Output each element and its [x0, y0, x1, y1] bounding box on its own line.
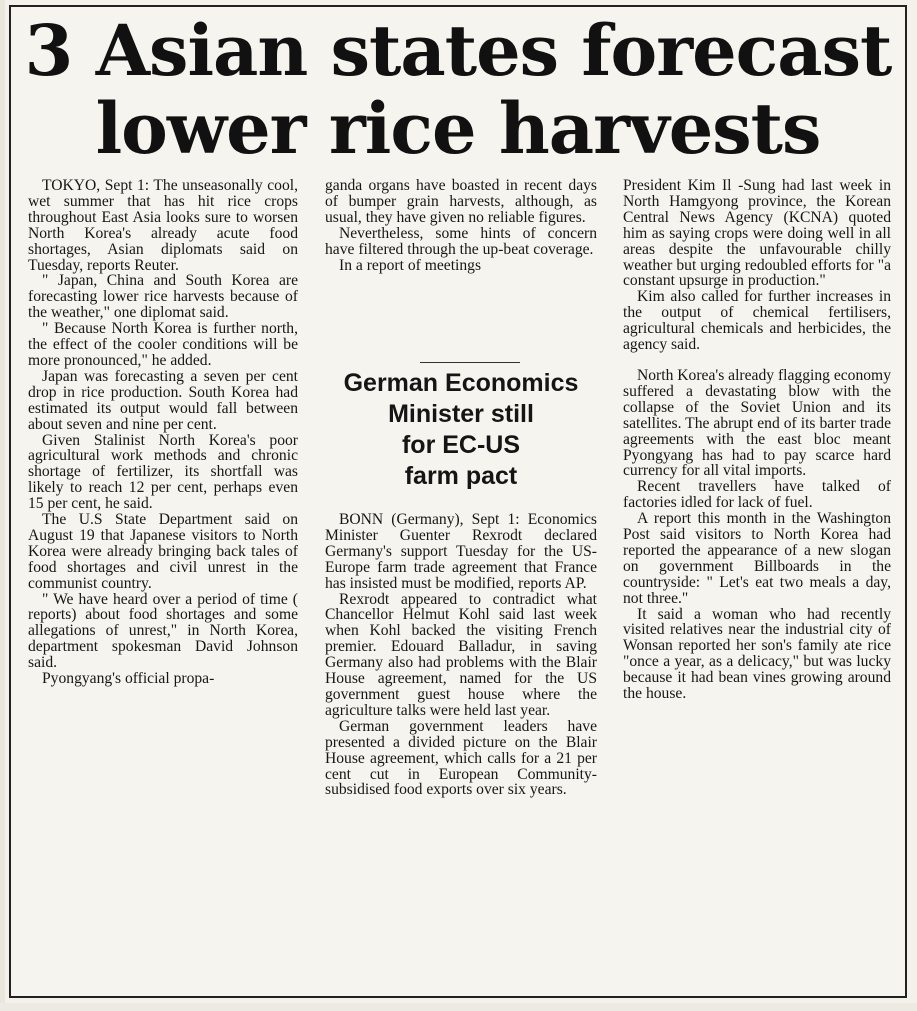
paragraph: Japan was forecasting a seven per cent drop in rice production. South Korea had estimated its output would fall between about seven and nine per cent.: [28, 367, 298, 433]
sidebar-headline: [325, 368, 597, 492]
main-story-column-3: [623, 178, 891, 702]
paragraph: Pyongyang's official propa-: [42, 670, 215, 688]
headline-line-2: lower rice harvests: [95, 87, 821, 170]
paragraph: Given Stalinist North Korea's poor agricultural work methods and chronic shortage of fertilizer, its shortfall was likely to reach 12 per cent, perhaps even 15 per cent, he said.: [28, 431, 298, 513]
sidebar-headline-line: for EC-US: [401, 431, 521, 459]
sidebar-headline-line: farm pact: [404, 462, 518, 490]
paragraph: North Korea's already flagging economy suffered a devastating blow with the collapse of the Soviet Union and its satellites. The abrupt end of its barter trade agreements with the east bloc meant Pyongyang has had to pay scarce hard currency for all vital imports.: [623, 366, 891, 480]
paragraph: Recent travellers have talked of factories idled for lack of fuel.: [623, 478, 891, 512]
sidebar-headline-line: German Economics: [343, 369, 579, 397]
paragraph: President Kim Il -Sung had last week in North Hamgyong province, the Korean Central News Agency (KCNA) quoted him as saying crops were doing well in all areas despite the unfavourable chilly weather but urging redoubled efforts for "a constant upsurge in production.": [623, 177, 891, 290]
paragraph: German government leaders have presented a divided picture on the Blair House agreement, which calls for a 21 per cent cut in European Community-subsidised food exports over six years.: [325, 717, 597, 799]
page-edge-bottom: [0, 1003, 917, 1011]
paragraph: It said a woman who had recently visited relatives near the industrial city of Wonsan reported her son's family ate rice "once a year, as a delicacy," but was lucky because it had bean vines growing around the house.: [623, 605, 891, 703]
paragraph: " Because North Korea is further north, the effect of the cooler conditions will be more pronounced," he added.: [28, 320, 298, 369]
paragraph: Nevertheless, some hints of concern have filtered through the up-beat coverage.: [325, 224, 597, 258]
paragraph: BONN (Germany), Sept 1: Economics Minister Guenter Rexrodt declared Germany's support Tuesday for the US-Europe farm trade agreement that France has insisted must be modified, reports AP.: [325, 511, 597, 592]
paragraph: Rexrodt appeared to contradict what Chancellor Helmut Kohl said last week when Kohl backed the visiting French premier. Edouard Balladur, in saving Germany also had problems with the Blair House agreement, named for the US government guest house where the agriculture talks were held last year.: [325, 590, 597, 719]
main-story-column-2: [325, 178, 597, 273]
story-divider: [420, 362, 520, 363]
main-headline: [20, 9, 896, 170]
paragraph: ganda organs have boasted in recent days of bumper grain harvests, although, as usual, they have given no reliable figures.: [325, 177, 597, 226]
page-edge-left: [0, 0, 5, 1011]
paragraph: The U.S State Department said on August 19 that Japanese visitors to North Korea were already bringing back tales of food shortages and civil unrest in the communist country.: [28, 511, 298, 592]
paragraph: " Japan, China and South Korea are forecasting lower rice harvests because of the weather," one diplomat said.: [28, 272, 298, 322]
sidebar-headline-line: Minister still: [388, 400, 534, 428]
sidebar-story-body: [325, 512, 597, 798]
paragraph: TOKYO, Sept 1: The unseasonally cool, wet summer that has hit rice crops throughout East Asia looks sure to worsen North Korea's already acute food shortages, Asian diplomats said on Tuesday, reports Reuter.: [28, 177, 298, 274]
paragraph: In a report of meetings: [339, 256, 482, 274]
headline-line-1: 3 Asian states forecast: [24, 9, 892, 92]
main-story-column-1: [28, 178, 298, 687]
paragraph: Kim also called for further increases in the output of chemical fertilisers, agricultural chemicals and herbicides, the agency said.: [623, 288, 891, 354]
paragraph: A report this month in the Washington Post said visitors to North Korea had reported the appearance of a new slogan on government Billboards in the countryside: " Let's eat two meals a day, not three.": [623, 510, 891, 607]
paragraph: " We have heard over a period of time ( reports) about food shortages and some allegations of unrest," in North Korea, department spokesman David Johnson said.: [28, 590, 298, 672]
